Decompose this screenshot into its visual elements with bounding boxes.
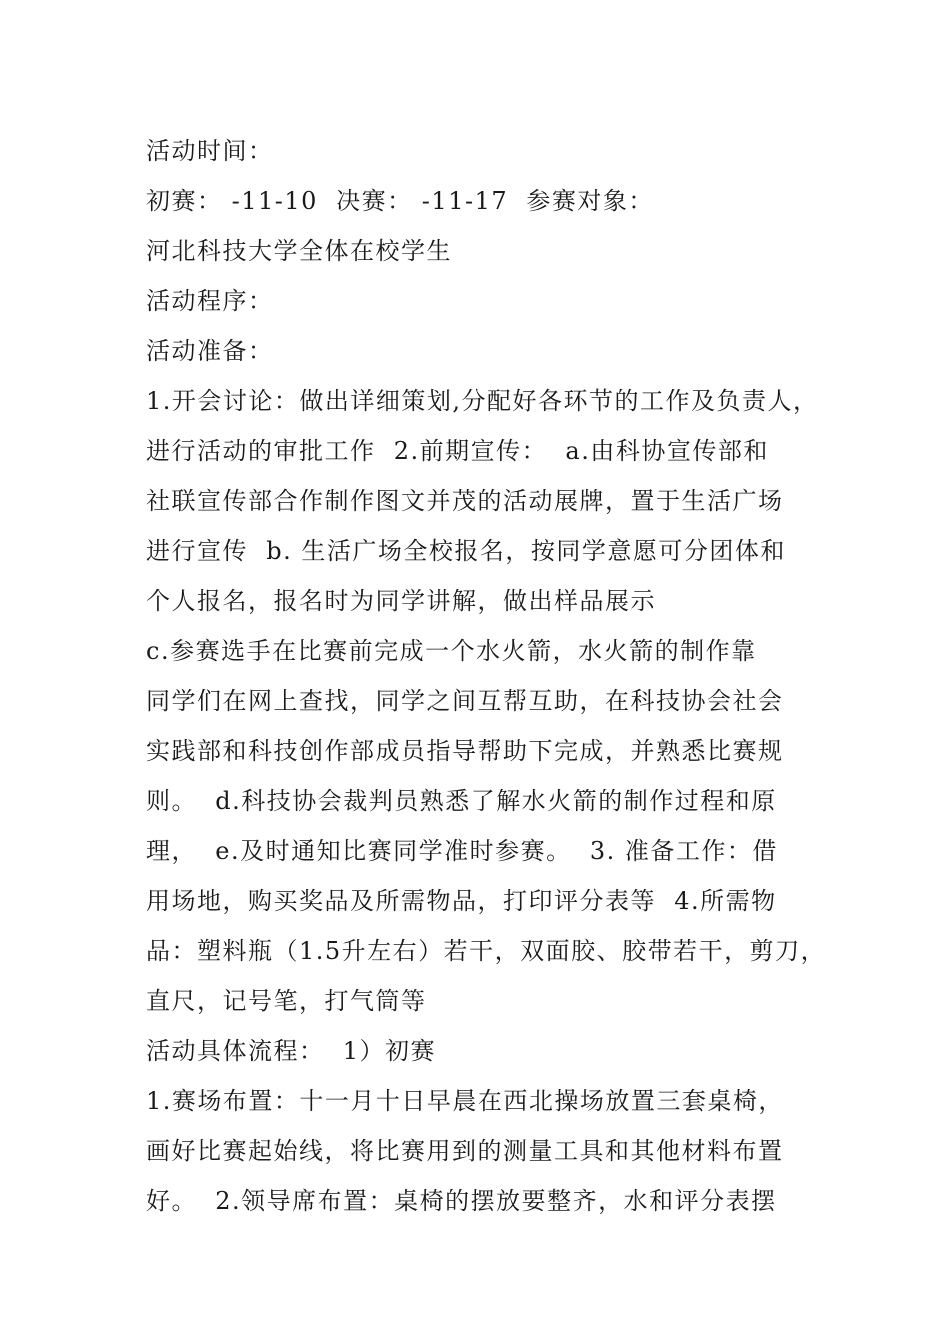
text-line-body: 好。 2.领导席布置：桌椅的摆放要整齐，水和评分表摆: [146, 1187, 777, 1215]
text-line-body: 用场地，购买奖品及所需物品，打印评分表等 4.所需物: [146, 887, 777, 915]
text-line-body: 进行活动的审批工作 2.前期宣传： a.由科协宣传部和: [146, 437, 769, 465]
text-line-body: 品：塑料瓶（1.5升左右）若干，双面胶、胶带若干，剪刀，: [146, 937, 827, 965]
text-line-activity-time: 活动时间：: [146, 137, 274, 165]
text-line-flow-heading: 活动具体流程： 1）初赛: [146, 1037, 437, 1065]
text-line-body: 直尺，记号笔，打气筒等: [146, 987, 427, 1015]
text-line-body: 同学们在网上查找，同学之间互帮互助，在科技协会社会: [146, 687, 784, 715]
text-line-body: 个人报名，报名时为同学讲解，做出样品展示: [146, 587, 656, 615]
text-line-procedure-heading: 活动程序：: [146, 287, 274, 315]
text-line-dates: 初赛： -11-10 决赛： -11-17 参赛对象：: [146, 187, 654, 215]
text-line-body: 社联宣传部合作制作图文并茂的活动展牌，置于生活广场: [146, 487, 784, 515]
text-line-body: 画好比赛起始线，将比赛用到的测量工具和其他材料布置: [146, 1137, 784, 1165]
text-line-body: 实践部和科技创作部成员指导帮助下完成，并熟悉比赛规: [146, 737, 784, 765]
text-line-body: 1.赛场布置：十一月十日早晨在西北操场放置三套桌椅，: [146, 1087, 784, 1115]
text-line-body: 1.开会讨论：做出详细策划,分配好各环节的工作及负责人，: [146, 387, 819, 415]
text-line-participants: 河北科技大学全体在校学生: [146, 237, 452, 265]
text-line-body: c.参赛选手在比赛前完成一个水火箭，水火箭的制作靠: [146, 637, 757, 665]
text-line-preparation-heading: 活动准备：: [146, 337, 274, 365]
text-line-body: 进行宣传 b. 生活广场全校报名，按同学意愿可分团体和: [146, 537, 786, 565]
text-line-body: 理， e.及时通知比赛同学准时参赛。 3. 准备工作：借: [146, 837, 778, 865]
text-line-body: 则。 d.科技协会裁判员熟悉了解水火箭的制作过程和原: [146, 787, 777, 815]
